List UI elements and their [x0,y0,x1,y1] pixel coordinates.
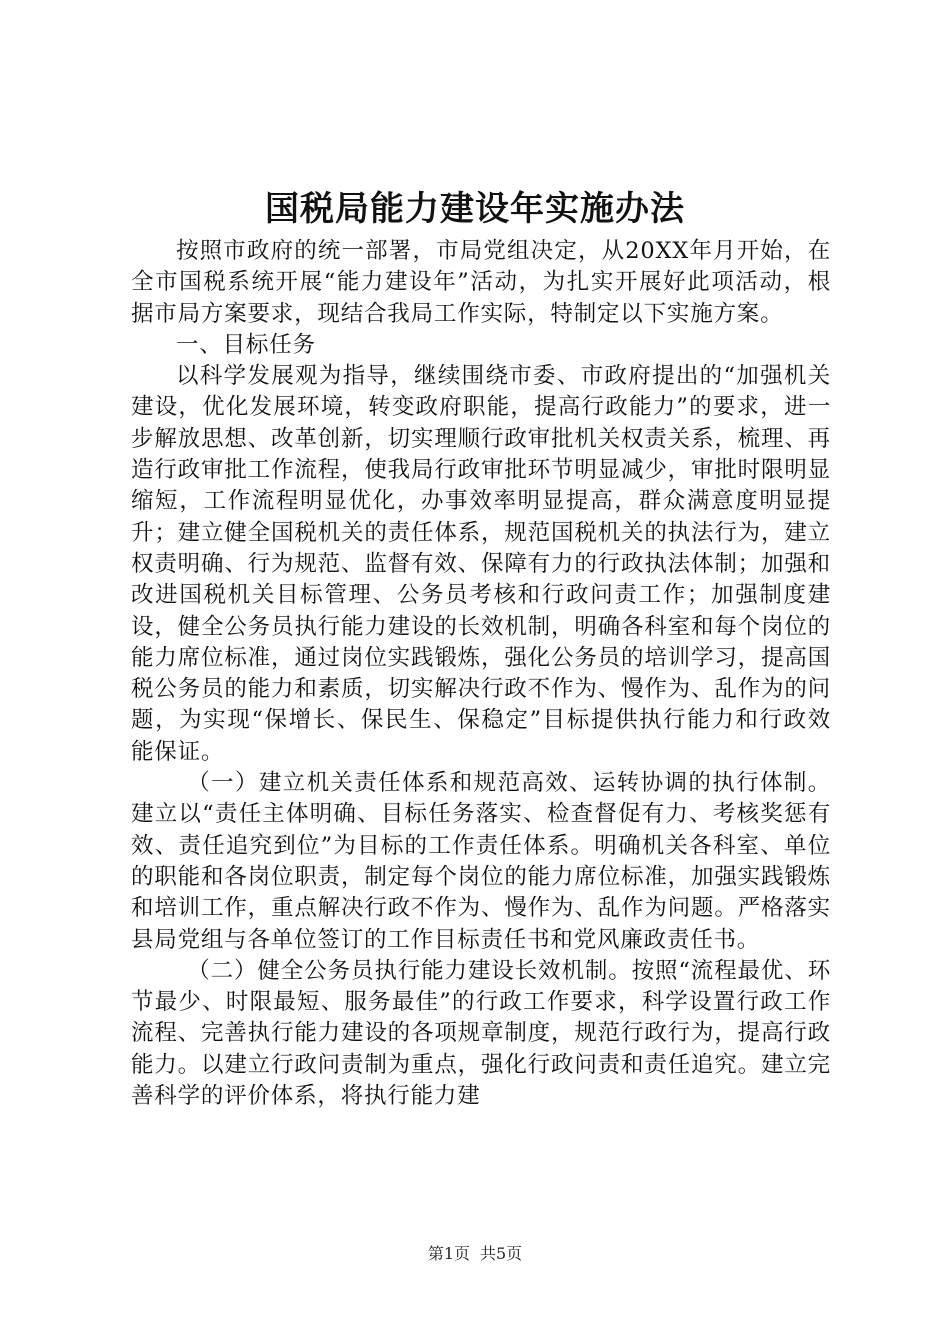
paragraph-item-2: （二）健全公务员执行能力建设长效机制。按照“流程最优、环节最少、时限最短、服务最佳”的行政工作要求，科学设置行政工作流程、完善执行能力建设的各项规章制度，规范行政行为，提高行政能力。以建立行政问责制为重点，强化行政问责和责任追究。建立完善科学的评价体系，将执行能力建 [131,957,831,1110]
paragraph-item-1: （一）建立机关责任体系和规范高效、运转协调的执行体制。建立以“责任主体明确、目标任务落实、检查督促有力、考核奖惩有效、责任追究到位”为目标的工作责任体系。明确机关各科室、单位的职能和各岗位职责，制定每个岗位的能力席位标准，加强实践锻炼和培训工作，重点解决行政不作为、慢作为、乱作为问题。严格落实县局党组与各单位签订的工作目标责任书和党风廉政责任书。 [131,770,831,953]
paragraph-intro: 按照市政府的统一部署，市局党组决定，从20XX年月开始，在全市国税系统开展“能力建设年”活动，为扎实开展好此项活动，根据市局方案要求，现结合我局工作实际，特制定以下实施方案。 [131,238,831,327]
section-heading-goals: 一、目标任务 [176,331,316,358]
page-number: 第1页 [427,1244,470,1263]
page-footer [0,1243,950,1265]
paragraph-goals: 以科学发展观为指导，继续围绕市委、市政府提出的“加强机关建设，优化发展环境，转变政府职能，提高行政能力”的要求，进一步解放思想、改革创新，切实理顺行政审批机关权责关系，梳理、再造行政审批工作流程，使我局行政审批环节明显减少，审批时限明显缩短，工作流程明显优化，办事效率明显提高，群众满意度明显提升；建立健全国税机关的责任体系，规范国税机关的执法行为，建立权责明确、行为规范、监督有效、保障有力的行政执法体制；加强和改进国税机关目标管理、公务员考核和行政问责工作；加强制度建设，健全公务员执行能力建设的长效机制，明确各科室和每个岗位的能力席位标准，通过岗位实践锻炼，强化公务员的培训学习，提高国税公务员的能力和素质，切实解决行政不作为、慢作为、乱作为的问题，为实现“保增长、保民生、保稳定”目标提供执行能力和行政效能保证。 [131,363,831,765]
document-body [131,236,831,1112]
page-total: 共5页 [480,1244,523,1263]
document-title: 国税局能力建设年实施办法 [265,189,685,229]
